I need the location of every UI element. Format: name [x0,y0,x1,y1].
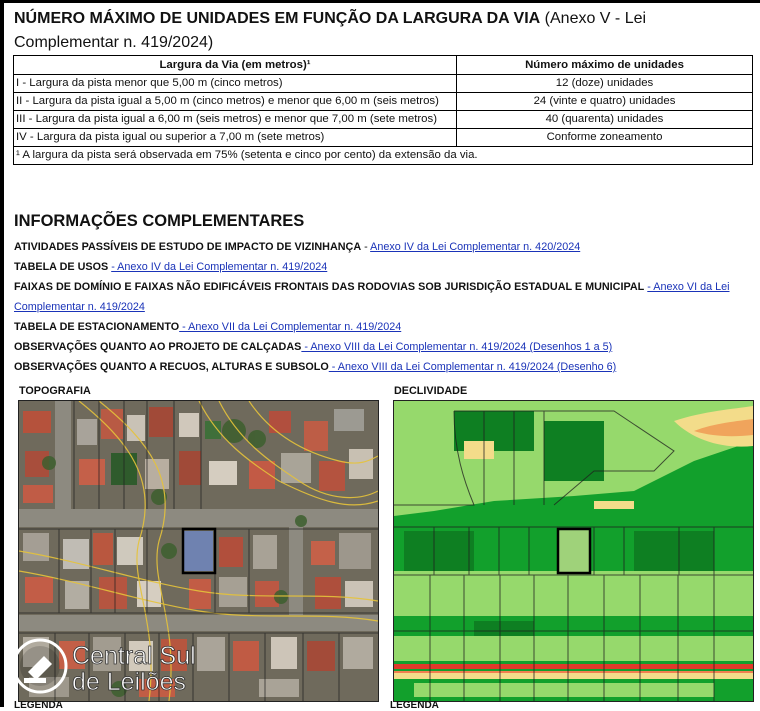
row-width: I - Largura da pista menor que 5,00 m (cinco metros) [14,75,457,93]
info-label: OBSERVAÇÕES QUANTO A RECUOS, ALTURAS E SUBSOLO [14,361,329,373]
info-line [14,337,749,357]
left-border [0,0,4,707]
units-table [13,55,753,165]
row-units: Conforme zoneamento [457,129,753,147]
info-link[interactable]: - Anexo IV da Lei Complementar n. 419/2024 [111,261,328,273]
slope-label: DECLIVIDADE [394,385,468,397]
table-row [14,93,753,111]
info-label: FAIXAS DE DOMÍNIO E FAIXAS NÃO EDIFICÁVEIS FRONTAIS DAS RODOVIAS SOB JURISDIÇÃO ESTADUAL E MUNICIPAL [14,281,645,293]
info-link[interactable]: - Anexo VI da Lei Complementar n. 419/2024 [14,281,730,313]
title-bold: NÚMERO MÁXIMO DE UNIDADES EM FUNÇÃO DA LARGURA DA VIA [14,10,541,27]
row-units: 12 (doze) unidades [457,75,753,93]
slope-map [393,400,754,702]
table-row [14,75,753,93]
info-link[interactable]: Anexo IV da Lei Complementar n. 420/2024 [370,241,581,253]
info-line [14,357,749,377]
row-width: II - Largura da pista igual a 5,00 m (cinco metros) e menor que 6,00 m (seis metros) [14,93,457,111]
info-line [14,277,749,317]
info-link[interactable]: - Anexo VIII da Lei Complementar n. 419/2024 (Desenhos 1 a 5) [301,341,613,353]
table-row [14,111,753,129]
info-link[interactable]: - Anexo VIII da Lei Complementar n. 419/2024 (Desenho 6) [328,361,617,373]
row-units: 24 (vinte e quatro) unidades [457,93,753,111]
info-sep: - [361,241,371,253]
section-heading: INFORMAÇÕES COMPLEMENTARES [14,212,305,230]
info-line [14,257,749,277]
info-label: TABELA DE ESTACIONAMENTO [14,321,180,333]
topography-label: TOPOGRAFIA [19,385,91,397]
watermark-line2: de Leilões [72,668,186,696]
watermark-logo [10,632,210,702]
header-width: Largura da Via (em metros)¹ [14,56,457,75]
info-label: TABELA DE USOS [14,261,109,273]
watermark-line1: Central Sul [72,642,196,670]
info-link[interactable]: - Anexo VII da Lei Complementar n. 419/2024 [179,321,402,333]
highlighted-lot-slope [558,529,590,573]
row-width: IV - Largura da pista igual ou superior a 7,00 m (sete metros) [14,129,457,147]
info-line [14,237,749,257]
row-units: 40 (quarenta) unidades [457,111,753,129]
table-header-row [14,56,753,75]
title-normal: (Anexo V - Lei Complementar n. 419/2024) [14,10,647,51]
top-border [0,0,760,3]
table-row [14,129,753,147]
table-footnote: ¹ A largura da pista será observada em 75% (setenta e cinco por cento) da extensão da via. [14,147,753,165]
topography-legend-label: LEGENDA [14,700,63,711]
info-label: OBSERVAÇÕES QUANTO AO PROJETO DE CALÇADAS [14,341,302,353]
info-line [14,317,749,337]
header-units: Número máximo de unidades [457,56,753,75]
row-width: III - Largura da pista igual a 6,00 m (seis metros) e menor que 7,00 m (sete metros) [14,111,457,129]
page-title [14,7,749,55]
table-footnote-row [14,147,753,165]
slope-legend-label: LEGENDA [390,700,439,711]
info-label: ATIVIDADES PASSÍVEIS DE ESTUDO DE IMPACTO DE VIZINHANÇA [14,241,362,253]
